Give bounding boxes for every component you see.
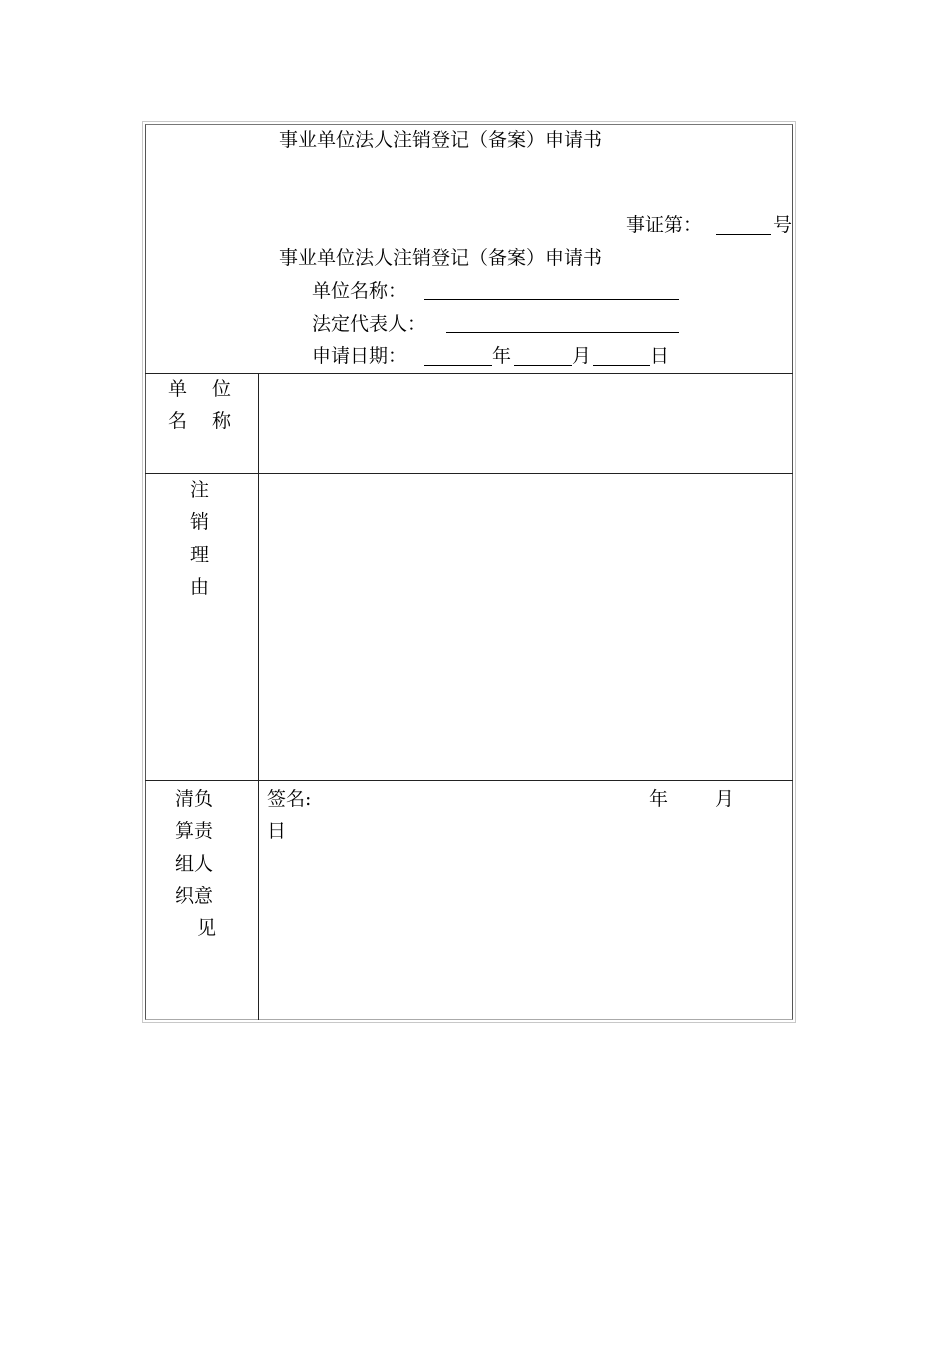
apply-year-label: 年 bbox=[492, 345, 512, 367]
unit-name-value-cell[interactable] bbox=[260, 375, 791, 472]
opinion-month-label: 月 bbox=[715, 788, 735, 810]
cert-number-suffix: 号 bbox=[773, 214, 793, 236]
reason-label-char: 销 bbox=[190, 511, 210, 533]
apply-year-field[interactable] bbox=[424, 365, 492, 366]
apply-day-label: 日 bbox=[650, 345, 670, 367]
unit-name-cell-label-2b: 称 bbox=[212, 410, 232, 432]
row-divider bbox=[145, 373, 793, 374]
opinion-year-label: 年 bbox=[649, 788, 669, 810]
apply-date-label: 申请日期： bbox=[312, 345, 408, 367]
reason-label-char: 注 bbox=[190, 479, 210, 501]
unit-name-cell-label-1a: 单 bbox=[168, 378, 188, 400]
unit-name-cell-label-2a: 名 bbox=[168, 410, 188, 432]
opinion-day-label: 日 bbox=[267, 820, 287, 842]
reason-label-char: 理 bbox=[190, 544, 210, 566]
reason-value-cell[interactable] bbox=[260, 475, 791, 779]
opinion-value-cell[interactable] bbox=[260, 845, 791, 1018]
legal-rep-label: 法定代表人： bbox=[312, 313, 427, 335]
apply-month-label: 月 bbox=[572, 345, 592, 367]
unit-name-cell-label-1b: 位 bbox=[212, 378, 232, 400]
cert-number-field[interactable] bbox=[716, 234, 771, 235]
opinion-label-line: 算责 bbox=[175, 820, 214, 842]
opinion-label-line: 织意 bbox=[175, 885, 214, 907]
opinion-label-line: 清负 bbox=[175, 788, 214, 810]
opinion-label-line: 见 bbox=[197, 917, 217, 939]
signature-label: 签名: bbox=[267, 788, 312, 810]
apply-month-field[interactable] bbox=[514, 365, 572, 366]
row-divider bbox=[145, 473, 793, 474]
unit-name-field[interactable] bbox=[424, 299, 679, 300]
apply-day-field[interactable] bbox=[593, 365, 650, 366]
legal-rep-field[interactable] bbox=[446, 332, 679, 333]
opinion-label-line: 组人 bbox=[175, 853, 214, 875]
reason-label-char: 由 bbox=[190, 576, 210, 598]
form-title-top: 事业单位法人注销登记（备案）申请书 bbox=[279, 129, 603, 151]
unit-name-label: 单位名称： bbox=[312, 280, 408, 302]
form-title-main: 事业单位法人注销登记（备案）申请书 bbox=[279, 247, 603, 269]
cert-number-label: 事证第： bbox=[626, 214, 703, 236]
column-divider bbox=[258, 373, 259, 1020]
row-divider bbox=[145, 780, 793, 781]
